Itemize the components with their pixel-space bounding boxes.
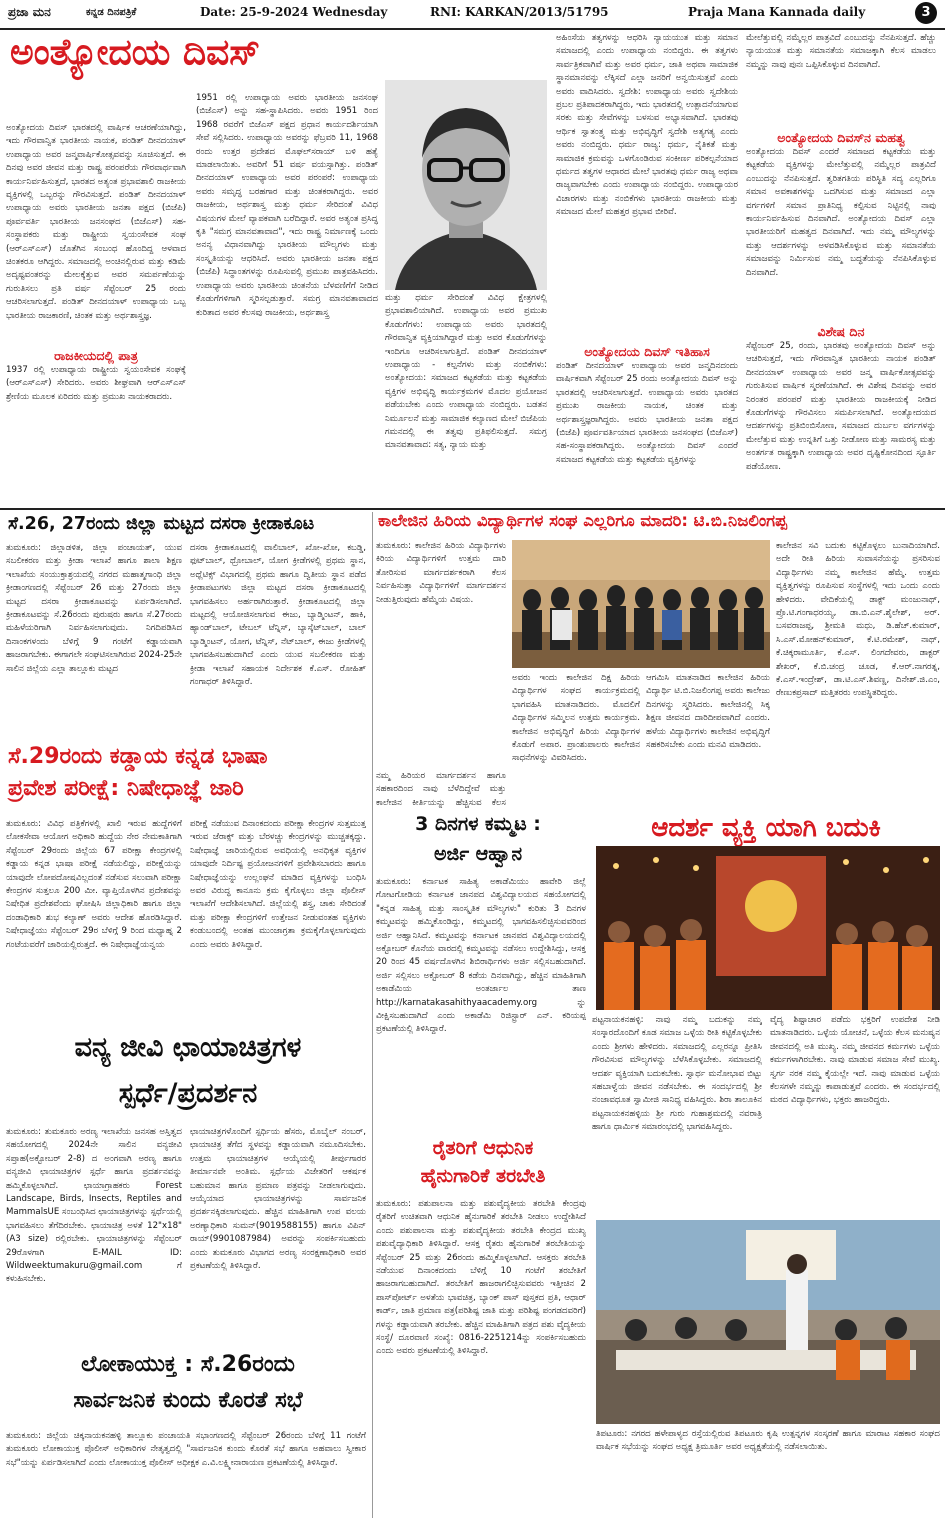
section-divider [0, 508, 945, 510]
newspaper-name: Praja Mana Kannada daily [688, 5, 866, 19]
college-headline: ಕಾಲೇಜಿನ ಹಿರಿಯ ವಿದ್ಯಾರ್ಥಿಗಳ ಸಂಘ ಎಲ್ಲರಿಗೂ ಮಾದರಿ: ಟಿ.ಬಿ.ನಿಜಲಿಂಗಪ್ಪ [378, 511, 787, 530]
dasara-col2: ದಸರಾ ಕ್ರೀಡಾಕೂಟದಲ್ಲಿ ವಾಲಿಬಾಲ್, ಖೋ-ಖೋ, ಕಬಡ್ಡಿ, ಫುಟ್‌ಬಾಲ್, ಥ್ರೋಬಾಲ್, ಯೋಗ ಕ್ರೀಡೆಗಳಲ್ಲಿ ಪ್ರಥಮ ಸ್ಥಾನ, ಅಥ್ಲೆಟಿಕ್ಸ್ ವಿಭಾಗದಲ್ಲಿ ಪ್ರಥಮ ಹಾಗೂ ದ್ವಿತೀಯ ಸ್ಥಾನ ಪಡೆದ ಕ್ರೀಡಾಪಟುಗಳು ಜಿಲ್ಲಾ ಮಟ್ಟದ ದಸರಾ ಕ್ರೀಡಾಕೂಟದಲ್ಲಿ ಭಾಗವಹಿಸಲು ಅರ್ಹರಾಗಿರುತ್ತಾರೆ. ಕ್ರೀಡಾಕೂಟದಲ್ಲಿ ಜಿಲ್ಲಾ ಮಟ್ಟದಲ್ಲಿ ಆಯೋಜಿಸಲಾಗುವ ಈಜು, ಬ್ಯಾಡ್ಮಿಂಟನ್, ಹಾಕಿ, ಹ್ಯಾಂಡ್‌ಬಾಲ್, ಟೇಬಲ್ ಟೆನ್ನಿಸ್, ಬ್ಯಾಸ್ಕೆಟ್‌ಬಾಲ್, ಬಾಲ್ ಬ್ಯಾಡ್ಮಿಂಟನ್, ಯೋಗ, ಟೆನ್ನಿಸ್, ನೆಟ್‌ಬಾಲ್, ಈಜು ಕ್ರೀಡೆಗಳಲ್ಲಿ ಭಾಗವಹಿಸಬಹುದಾಗಿದೆ ಎಂದು ಯುವ ಸಬಲೀಕರಣ ಮತ್ತು ಕ್ರೀಡಾ ಇಲಾಖೆ ಸಹಾಯಕ ನಿರ್ದೇಶಕ ಕೆ.ಎಸ್. ರೋಹಿತ್ ಗಂಗಾಧರ್ ತಿಳಿಸಿದ್ದಾರೆ. [190, 543, 366, 688]
kammata-headline-line1: 3 ದಿನಗಳ ಕಮ್ಮಟ : [415, 813, 541, 835]
antyodaya-sub-special: ವಿಶೇಷ ದಿನ [817, 324, 865, 339]
college-col-b: ಆಗಮಿಸಿ ಮಾತನಾಡಿದ ಕಾಲೇಜಿನ ಹಿರಿಯ ವಿದ್ಯಾರ್ಥಿ ಟಿ.ಬಿ.ನಿಜಲಿಂಗಪ್ಪ ಅವರು ಕಾಲೇಜು ದಿನಗಳನ್ನು ಸ್ಮರಿಸಿದರು. ಕಾಲೇಜಿನಲ್ಲಿ ಸಿಕ್ಕ ಶಿಕ್ಷಣ ಜೀವನದ ದಾರಿದೀಪವಾಗಿದೆ ಎಂದರು. ಹಳೆಯ ವಿದ್ಯಾರ್ಥಿಗಳು ಕಾಲೇಜಿನ ಅಭಿವೃದ್ಧಿಗೆ ಸಹಕರಿಸಬೇಕು ಎಂದು ಮನವಿ ಮಾಡಿದರು. [646, 673, 770, 751]
bhasha-col1: ತುಮಕೂರು: ವಿವಿಧ ಪತ್ರಿಕೆಗಳಲ್ಲಿ ಖಾಲಿ ಇರುವ ಹುದ್ದೆಗಳಿಗೆ ಲೋಕಸೇವಾ ಆಯೋಗ ಅಧಿಕಾರಿ ಹುದ್ದೆಯ ನೇರ ನೇಮಕಾತಿಗಾಗಿ ಸೆಪ್ಟೆಂಬರ್ 29ರಂದು ಜಿಲ್ಲೆಯ 67 ಪರೀಕ್ಷಾ ಕೇಂದ್ರಗಳಲ್ಲಿ ಕಡ್ಡಾಯ ಕನ್ನಡ ಭಾಷಾ ಪರೀಕ್ಷೆ ನಡೆಯಲಿದ್ದು, ಪರೀಕ್ಷೆಯನ್ನು ಯಾವುದೇ ಲೋಪದೋಷವಿಲ್ಲದಂತೆ ನಡೆಸುವ ಸಲುವಾಗಿ ಪರೀಕ್ಷಾ ಕೇಂದ್ರಗಳ ಸುತ್ತಲೂ 200 ಮೀ. ವ್ಯಾಪ್ತಿಯೊಳಗಿನ ಪ್ರದೇಶವನ್ನು ನಿಷೇಧಿತ ಪ್ರದೇಶವೆಂದು ಘೋಷಿಸಿ ಜಿಲ್ಲಾಧಿಕಾರಿ ಹಾಗೂ ಜಿಲ್ಲಾ ದಂಡಾಧಿಕಾರಿ ಶುಭ ಕಲ್ಯಾಣ್ ಅವರು ಆದೇಶ ಹೊರಡಿಸಿದ್ದಾರೆ. ನಿಷೇಧಾಜ್ಞೆಯು ಸೆಪ್ಟೆಂಬರ್ 29ರ ಬೆಳಿಗ್ಗೆ 9 ರಿಂದ ಮಧ್ಯಾಹ್ನ 2 ಗಂಟೆಯವರೆಗೆ ಜಾರಿಯಲ್ಲಿರುತ್ತದೆ. ಈ ನಿಷೇಧಾಜ್ಞೆಯನ್ವಯ [6, 819, 182, 950]
antyodaya-photo-continuation: ಮತ್ತು ಧರ್ಮ ಸೇರಿದಂತೆ ವಿವಿಧ ಕ್ಷೇತ್ರಗಳಲ್ಲಿ ಪ್ರಭಾವಶಾಲಿಯಾಗಿದೆ. ಉಪಾಧ್ಯಾಯ ಅವರ ಪ್ರಮುಖ ಕೊಡುಗೆಗಳು: ಉಪಾಧ್ಯಾಯ ಅವರು ಭಾರತದಲ್ಲಿ ಗೌರವಾನ್ವಿತ ವ್ಯಕ್ತಿಯಾಗಿದ್ದಾರೆ ಮತ್ತು ಅವರ ಕೊಡುಗೆಗಳನ್ನು ಇಂದಿಗೂ ಆಚರಿಸಲಾಗುತ್ತಿದೆ. ಪಂಡಿತ್ ದೀನದಯಾಳ್ ಉಪಾಧ್ಯಾಯ - ಕಲ್ಪನೆಗಳು ಮತ್ತು ನಂಬಿಕೆಗಳು: ಅಂತ್ಯೋದಯ: ಸಮಾಜದ ಕಟ್ಟಕಡೆಯ ಮತ್ತು ಕಟ್ಟಕಡೆಯ ವ್ಯಕ್ತಿಗಳ ಅಭಿವೃದ್ಧಿ ಕಾರ್ಯಕ್ರಮಗಳ ಮೊದಲ ಪ್ರಯೋಜನ ಪಡೆಯಬೇಕು ಎಂದು ಉಪಾಧ್ಯಾಯ ನಂಬಿದ್ದರು. ಬಡತನ ನಿರ್ಮೂಲನೆ ಮತ್ತು ಸಾಮಾಜಿಕ ಕಲ್ಯಾಣದ ಮೇಲೆ ಬಿಜೆಪಿಯ ಗಮನದಲ್ಲಿ ಈ ತತ್ವವು ಪ್ರತಿಫಲಿಸುತ್ತದೆ. ಸಮಗ್ರ ಮಾನವತಾವಾದ: ಸತ್ಯ, ನ್ಯಾಯ ಮತ್ತು [385, 293, 547, 451]
vanya-col1: ತುಮಕೂರು: ತುಮಕೂರು ಅರಣ್ಯ ಇಲಾಖೆಯ ಜನಸಹ ಅಸ್ತಿತ್ವದ ಸಹಯೋಗದಲ್ಲಿ 2024ನೇ ಸಾಲಿನ ವನ್ಯಜೀವಿ ಸಪ್ತಾಹ(ಅಕ್ಟೋಬರ್ 2-8) ದ ಅಂಗವಾಗಿ ಅರಣ್ಯ ಹಾಗೂ ವನ್ಯಜೀವಿ ಛಾಯಾಚಿತ್ರಗಳ ಸ್ಪರ್ಧೆ ಹಾಗೂ ಪ್ರದರ್ಶನವನ್ನು ಹಮ್ಮಿಕೊಳ್ಳಲಾಗಿದೆ. ಛಾಯಾಗ್ರಾಹಕರು Forest Landscape, Birds, Insects, Reptiles and MammalsUE ಸಂಬಂಧಿಸಿದ ಛಾಯಾಚಿತ್ರಗಳನ್ನು ಸ್ಪರ್ಧೆಯಲ್ಲಿ ಭಾಗವಹಿಸಲು ತೆಗೆದಿರಬೇಕು. ಛಾಯಾಚಿತ್ರ ಅಳತೆ 12"x18" (A3 size) ರಲ್ಲಿರಬೇಕು. ಛಾಯಾಚಿತ್ರಗಳನ್ನು ಸೆಪ್ಟೆಂಬರ್ 29ರೊಳಗಾಗಿ E-MAIL ID: Wildweektumakuru@gmail.com ಗೆ ಕಳುಹಿಸಬೇಕು. [6, 1127, 182, 1285]
college-event-photo [512, 540, 770, 668]
college-col-a: ಅವರು ಇಂದು ಕಾಲೇಜಿನ ದಿಕ್ಷ ಹಿರಿಯ ವಿದ್ಯಾರ್ಥಿಗಳ ಸಂಘದ ಕಾರ್ಯಕ್ರಮದಲ್ಲಿ ಭಾಗವಹಿಸಿ ಮಾತನಾಡಿದರು. ಮೊದಲಿಗೆ ವಿದ್ಯಾರ್ಥಿಗಳ ಸಮ್ಮಿಲನ ಉತ್ತಮ ಕಾರ್ಯಕ್ರಮ. ಕಾಲೇಜಿನ ಅಭಿವೃದ್ಧಿಗೆ ಹಿರಿಯ ವಿದ್ಯಾರ್ಥಿಗಳ ಕೊಡುಗೆ ಅಪಾರ. ಪ್ರಾಂಶುಪಾಲರು ಕಾಲೇಜಿನ ಸಾಧನೆಗಳನ್ನು ವಿವರಿಸಿದರು. [512, 673, 640, 764]
antyodaya-sub-history: ಅಂತ್ಯೋದಯ ದಿವಸ್ ಇತಿಹಾಸ [584, 344, 710, 359]
meeting-photo-caption: ತಿಪಟೂರು: ನಗರದ ಹಳೇಪಾಳ್ಯದ ರಸ್ತೆಯಲ್ಲಿರುವ ತಿಪಟೂರು ಕೃಷಿ ಉತ್ಪನ್ನಗಳ ಸಂಸ್ಕರಣೆ ಹಾಗೂ ಮಾರಾಟ ಸಹಕಾರ ಸಂಘದ ವಾರ್ಷಿಕ ಸಭೆಯನ್ನು ಸಂಘದ ಅಧ್ಯಕ್ಷ ತ್ರಿಮೂರ್ತಿ ಅವರ ಅಧ್ಯಕ್ಷತೆಯಲ್ಲಿ ನಡೆಸಲಾಯಿತು. [596, 1429, 940, 1452]
antyodaya-col4: ಮೇಲೆತ್ತುವಲ್ಲಿ ನಮ್ಮೆಲ್ಲರ ಪಾತ್ರವಿದೆ ಎಂಬುದನ್ನು ನೆನಪಿಸುತ್ತದೆ. ಹೆಚ್ಚು ನ್ಯಾಯಯುತ ಮತ್ತು ಸಮಾನತೆಯ ಸಮಾಜಕ್ಕಾಗಿ ಕೆಲಸ ಮಾಡಲು ನಮ್ಮನ್ನು ನಾವು ಪುನಃ ಒಪ್ಪಿಸಿಕೊಳ್ಳುವ ದಿನವಾಗಿದೆ. [746, 33, 936, 70]
vanya-headline-line1: ವನ್ಯ ಜೀವಿ ಛಾಯಾಚಿತ್ರಗಳ [74, 1032, 302, 1063]
college-col-left: ತುಮಕೂರು: ಕಾಲೇಜಿನ ಹಿರಿಯ ವಿದ್ಯಾರ್ಥಿಗಳು ಕಿರಿಯ ವಿದ್ಯಾರ್ಥಿಗಳಿಗೆ ಉತ್ತಮ ದಾರಿ ತೋರಿಸುವ ಮಾರ್ಗದರ್ಶಕರಾಗಿ ಕೆಲಸ ನಿರ್ವಹಿಸುತ್ತಾ ವಿದ್ಯಾರ್ಥಿಗಳಿಗೆ ಮಾರ್ಗದರ್ಶನ ನೀಡುತ್ತಿರುವುದು ಹೆಮ್ಮೆಯ ವಿಷಯ. [376, 541, 506, 605]
adarsha-photo-illustration [596, 846, 940, 1010]
raitha-body: ತುಮಕೂರು: ಪಶುಪಾಲನಾ ಮತ್ತು ಪಶುವೈದ್ಯಕೀಯ ತರಬೇತಿ ಕೇಂದ್ರವು ರೈತರಿಗೆ ಉಚಿತವಾಗಿ ಆಧುನಿಕ ಹೈನುಗಾರಿಕೆ ತರಬೇತಿ ನೀಡಲು ಉದ್ದೇಶಿಸಿದೆ ಎಂದು ಪಶುಪಾಲನಾ ಮತ್ತು ಪಶುವೈದ್ಯಕೀಯ ತರಬೇತಿ ಕೇಂದ್ರದ ಮುಖ್ಯ ಪಶುವೈದ್ಯಾಧಿಕಾರಿ ತಿಳಿಸಿದ್ದಾರೆ. ಆಸಕ್ತ ರೈತರು ಹೈನುಗಾರಿಕೆ ತರಬೇತಿಯನ್ನು ಸೆಪ್ಟೆಂಬರ್ 25 ಮತ್ತು 26ರಂದು ಹಮ್ಮಿಕೊಳ್ಳಲಾಗಿದೆ. ಆಸಕ್ತರು ತರಬೇತಿ ನಡೆಯುವ ದಿನಾಂಕದಂದು ಬೆಳಿಗ್ಗೆ 10 ಗಂಟೆಗೆ ತರಬೇತಿಗೆ ಹಾಜರಾಗಬಹುದಾಗಿದೆ. ತರಬೇತಿಗೆ ಹಾಜರಾಗಲಿಚ್ಛಿಸುವವರು ಇತ್ತೀಚಿನ 2 ಪಾಸ್‌ಪೋರ್ಟ್ ಅಳತೆಯ ಭಾವಚಿತ್ರ, ಬ್ಯಾಂಕ್ ಪಾಸ್ ಪುಸ್ತಕದ ಪ್ರತಿ, ಆಧಾರ್ ಕಾರ್ಡ್, ಜಾತಿ ಪ್ರಮಾಣ ಪತ್ರ(ಪರಿಶಿಷ್ಟ ಜಾತಿ ಮತ್ತು ಪರಿಶಿಷ್ಟ ಪಂಗಡದವರಿಗೆ) ಗಳನ್ನು ಕಡ್ಡಾಯವಾಗಿ ತರಬೇಕು. ಹೆಚ್ಚಿನ ಮಾಹಿತಿಗಾಗಿ ಪತ್ರದ ಪಶು ವೈದ್ಯಕೀಯ ಸಂಸ್ಥೆ/ ದೂರವಾಣಿ ಸಂಖ್ಯೆ: 0816-2251214ನ್ನು ಸಂಪರ್ಕಿಸಬಹುದು ಎಂದು ಅವರು ಪ್ರಕಟಣೆಯಲ್ಲಿ ತಿಳಿಸಿದ್ದಾರೆ. [376, 1199, 586, 1357]
antyodaya-sub-importance: ಅಂತ್ಯೋದಯ ದಿವಸ್‌ನ ಮಹತ್ವ [777, 130, 905, 145]
antyodaya-col3: ಅಹಿಂಸೆಯ ತತ್ವಗಳನ್ನು ಆಧರಿಸಿ ನ್ಯಾಯಯುತ ಮತ್ತು ಸಮಾನ ಸಮಾಜದಲ್ಲಿ ಎಂದು ಉಪಾಧ್ಯಾಯ ನಂಬಿದ್ದರು. ಈ ತತ್ವಗಳು ಸಾರ್ವತ್ರಿಕವಾಗಿವೆ ಮತ್ತು ಅವರ ಧರ್ಮ, ಜಾತಿ ಅಥವಾ ಸಾಮಾಜಿಕ ಸ್ಥಾನಮಾನವನ್ನು ಲೆಕ್ಕಿಸದೆ ಎಲ್ಲಾ ಜನರಿಗೆ ಅನ್ವಯಿಸುತ್ತವೆ ಎಂದು ಅವರು ವಾದಿಸಿದರು. ಸ್ವದೇಶಿ: ಉಪಾಧ್ಯಾಯ ಅವರು ಸ್ವದೇಶಿಯ ಪ್ರಬಲ ಪ್ರತಿಪಾದಕರಾಗಿದ್ದರು, ಇದು ಭಾರತದಲ್ಲಿ ಉತ್ಪಾದನೆಯಾಗುವ ಸರಕು ಮತ್ತು ಸೇವೆಗಳನ್ನು ಬಳಸುವ ಅಭ್ಯಾಸವಾಗಿದೆ. ಭಾರತವು ಆರ್ಥಿಕ ಸ್ವಾತಂತ್ರ್ಯ ಮತ್ತು ಅಭಿವೃದ್ಧಿಗೆ ಸ್ವದೇಶಿ ಅತ್ಯಗತ್ಯ ಎಂದು ಅವರು ನಂಬಿದ್ದರು. ಧರ್ಮ ರಾಜ್ಯ: ಧರ್ಮ, ನೈತಿಕತೆ ಮತ್ತು ಸಾಮಾಜಿಕ ಕ್ರಮವನ್ನು ಒಳಗೊಂಡಿರುವ ಸಂಕೀರ್ಣ ಪರಿಕಲ್ಪನೆಯಾದ ಧರ್ಮದ ತತ್ವಗಳ ಆಧಾರದ ಮೇಲೆ ಭಾರತವು ಧರ್ಮ ರಾಜ್ಯ ಅಥವಾ ರಾಜ್ಯವಾಗಬೇಕು ಎಂದು ಉಪಾಧ್ಯಾಯ ನಂಬಿದ್ದರು. ಉಪಾಧ್ಯಾಯರ ವಿಚಾರಗಳು ಮತ್ತು ನಂಬಿಕೆಗಳು ಭಾರತೀಯ ರಾಜಕೀಯ ಮತ್ತು ಸಮಾಜದ ಮೇಲೆ ಮಹತ್ತರ ಪ್ರಭಾವ ಬೀರಿವೆ. [556, 33, 738, 218]
antyodaya-sub-politics: ರಾಜಕೀಯದಲ್ಲಿ ಪಾತ್ರ [54, 348, 138, 363]
antyodaya-col3b: ಪಂಡಿತ್ ದೀನದಯಾಳ್ ಉಪಾಧ್ಯಾಯ ಅವರ ಜನ್ಮದಿನದಂದು ವಾರ್ಷಿಕವಾಗಿ ಸೆಪ್ಟೆಂಬರ್ 25 ರಂದು ಅಂತ್ಯೋದಯ ದಿವಸ್ ಅನ್ನು ಭಾರತದಲ್ಲಿ ಆಚರಿಸಲಾಗುತ್ತದೆ. ಉಪಾಧ್ಯಾಯ ಅವರು ಭಾರತದ ಪ್ರಮುಖ ರಾಜಕೀಯ ನಾಯಕ, ಚಿಂತಕ ಮತ್ತು ಅರ್ಥಶಾಸ್ತ್ರಜ್ಞರಾಗಿದ್ದರು. ಅವರು ಭಾರತೀಯ ಜನತಾ ಪಕ್ಷದ (ಬಿಜೆಪಿ) ಪೂರ್ವವರ್ತಿಯಾದ ಭಾರತೀಯ ಜನಸಂಘದ (ಬಿಜೆಎಸ್) ಸಹ-ಸಂಸ್ಥಾಪಕರಾಗಿದ್ದರು. ಅಂತ್ಯೋದಯ ದಿವಸ್ ಎಂದರೆ ಸಮಾಜದ ಕಟ್ಟಕಡೆಯ ಮತ್ತು ಕಟ್ಟಕಡೆಯ ವ್ಯಕ್ತಿಗಳನ್ನು [556, 361, 738, 465]
vanya-headline-line2: ಸ್ಪರ್ಧೆ/ಪ್ರದರ್ಶನ [118, 1078, 258, 1109]
kammata-body: ತುಮಕೂರು: ಕರ್ನಾಟಕ ಸಾಹಿತ್ಯ ಅಕಾಡೆಮಿಯು ಹಾವೇರಿ ಜಿಲ್ಲೆ ಗೋಟಗೋಡಿಯ ಕರ್ನಾಟಕ ಜಾನಪದ ವಿಶ್ವವಿದ್ಯಾಲಯದ ಸಹಯೋಗದಲ್ಲಿ "ಕನ್ನಡ ಸಾಹಿತ್ಯ ಮತ್ತು ಸಾಂಸ್ಕೃತಿಕ ಮೌಲ್ಯಗಳು" ಕುರಿತು 3 ದಿನಗಳ ಕಮ್ಮಟವನ್ನು ಹಮ್ಮಿಕೊಂಡಿದ್ದು, ಕಮ್ಮಟದಲ್ಲಿ ಭಾಗವಹಿಸಲಿಚ್ಛಿಸುವವರಿಂದ ಅರ್ಜಿ ಆಹ್ವಾನಿಸಿದೆ. ಕಮ್ಮಟವನ್ನು ಕರ್ನಾಟಕ ಜಾನಪದ ವಿಶ್ವವಿದ್ಯಾಲಯದಲ್ಲಿ ಅಕ್ಟೋಬರ್ ಕೊನೆಯ ವಾರದಲ್ಲಿ ಕಮ್ಮಟವನ್ನು ನಡೆಸಲು ಉದ್ದೇಶಿಸಿದ್ದು, ಆಸಕ್ತ 20 ರಿಂದ 45 ವರ್ಷದೊಳಗಿನ ಶಿಬಿರಾರ್ಥಿಗಳು ಅರ್ಜಿ ಸಲ್ಲಿಸಬಹುದಾಗಿದೆ. ಅರ್ಜಿ ಸಲ್ಲಿಸಲು ಅಕ್ಟೋಬರ್ 8 ಕಡೆಯ ದಿನವಾಗಿದ್ದು, ಹೆಚ್ಚಿನ ಮಾಹಿತಿಗಾಗಿ ಅಕಾಡೆಮಿಯ ಅಂತರ್ಜಾಲ ತಾಣ http://karnatakasahithyaacademy.org ನ್ನು ವೀಕ್ಷಿಸಬಹುದಾಗಿದೆ ಎಂದು ಅಕಾಡೆಮಿ ರಿಜಿಸ್ಟ್ರಾರ್ ಎನ್. ಕರಿಯಪ್ಪ ಪ್ರಕಟಣೆಯಲ್ಲಿ ತಿಳಿಸಿದ್ದಾರೆ. [376, 877, 586, 1035]
lokayukta-headline-line2: ಸಾರ್ವಜನಿಕ ಕುಂದು ಕೊರತೆ ಸಭೆ [73, 1388, 303, 1413]
rni-number: RNI: KARKAN/2013/51795 [430, 5, 609, 19]
page-number: 3 [915, 2, 937, 24]
lokayukta-body: ತುಮಕೂರು: ಜಿಲ್ಲೆಯ ಚಿಕ್ಕನಾಯಕನಹಳ್ಳಿ ತಾಲ್ಲೂಕು ಪಂಚಾಯತಿ ಸಭಾಂಗಣದಲ್ಲಿ ಸೆಪ್ಟೆಂಬರ್ 26ರಂದು ಬೆಳಿಗ್ಗೆ 11 ಗಂಟೆಗೆ ತುಮಕೂರು ಲೋಕಾಯುಕ್ತ ಪೊಲೀಸ್ ಅಧಿಕಾರಿಗಳ ನೇತೃತ್ವದಲ್ಲಿ "ಸಾರ್ವಜನಿಕ ಕುಂದು ಕೊರತೆ ಸಭೆ ಹಾಗೂ ಅಹವಾಲು ಸ್ವೀಕಾರ ಸಭೆ"ಯನ್ನು ಏರ್ಪಡಿಸಲಾಗಿದೆ ಎಂದು ಲೋಕಾಯುಕ್ತ ಪೊಲೀಸ್ ಅಧೀಕ್ಷಕ ಎ.ವಿ.ಲಕ್ಷ್ಮೀನಾರಾಯಣ ಪ್ರಕಟಣೆಯಲ್ಲಿ ತಿಳಿಸಿದ್ದಾರೆ. [6, 1431, 366, 1468]
antyodaya-col4b: ಅಂತ್ಯೋದಯ ದಿವಸ್ ಎಂದರೆ ಸಮಾಜದ ಕಟ್ಟಕಡೆಯ ಮತ್ತು ಕಟ್ಟಕಡೆಯ ವ್ಯಕ್ತಿಗಳನ್ನು ಮೇಲೆತ್ತುವಲ್ಲಿ ನಮ್ಮೆಲ್ಲರ ಪಾತ್ರವಿದೆ ಎಂಬುದನ್ನು ನೆನಪಿಸುತ್ತದೆ. ತ್ವರಿತಗತಿಯ ಪರಿಸ್ಥಿತಿ ಸದ್ಯ ಎಲ್ಲರಿಗೂ ಸಮಾನ ಅವಕಾಶಗಳನ್ನು ಒದಗಿಸುವ ಮತ್ತು ಸಮಾಜದ ಎಲ್ಲಾ ವರ್ಗಗಳಿಗೆ ಸಮಾನ ಪ್ರಾತಿನಿಧ್ಯ ಕಲ್ಪಿಸುವ ನಿಟ್ಟಿನಲ್ಲಿ ನಾವು ಕಾರ್ಯನಿರ್ವಹಿಸುವ ದಿನವಾಗಿದೆ. ಅಂತ್ಯೋದಯ ದಿವಸ್ ಎಲ್ಲಾ ಭಾರತೀಯರಿಗೆ ಮಹತ್ವದ ದಿನವಾಗಿದೆ. ಇದು ನಮ್ಮ ಮೌಲ್ಯಗಳನ್ನು ಮತ್ತು ಆದರ್ಶಗಳನ್ನು ಅಳವಡಿಸಿಕೊಳ್ಳುವ ಮತ್ತು ಸಮಾನತೆಯ ಸಮಾಜವನ್ನು ನಿರ್ಮಿಸುವ ನಮ್ಮ ಬದ್ಧತೆಯನ್ನು ನೆನಪಿಸಿಕೊಳ್ಳುವ ದಿನವಾಗಿದೆ. [746, 147, 936, 278]
bhasha-headline-line2: ಪ್ರವೇಶ ಪರೀಕ್ಷೆ: ನಿಷೇಧಾಜ್ಞೆ ಜಾರಿ [8, 776, 244, 801]
bhasha-col2: ಪರೀಕ್ಷೆ ನಡೆಯುವ ದಿನಾಂಕದಂದು ಪರೀಕ್ಷಾ ಕೇಂದ್ರಗಳ ಸುತ್ತಮುತ್ತ ಇರುವ ಜೆರಾಕ್ಸ್ ಮತ್ತು ಬೆರಳಚ್ಚು ಕೇಂದ್ರಗಳನ್ನು ಮುಚ್ಚತಕ್ಕದ್ದು. ನಿಷೇಧಾಜ್ಞೆ ಜಾರಿಯಲ್ಲಿರುವ ಅವಧಿಯಲ್ಲಿ ಅನಧಿಕೃತ ವ್ಯಕ್ತಿಗಳ ಯಾವುದೇ ನಿರ್ದಿಷ್ಟ ಪ್ರಯೋಜನಗಳಿಗೆ ಪ್ರವೇಶಿಸಬಾರದು ಹಾಗೂ ನಿಷೇಧಾಜ್ಞೆಯನ್ನು ಉಲ್ಲಂಘನೆ ಮಾಡಿದ ವ್ಯಕ್ತಿಗಳನ್ನು ಬಂಧಿಸಿ ಅವರ ವಿರುದ್ಧ ಕಾನೂನು ಕ್ರಮ ಕೈಗೊಳ್ಳಲು ಜಿಲ್ಲಾ ಪೊಲೀಸ್ ಇಲಾಖೆಗೆ ಆದೇಶಿಸಲಾಗಿದೆ. ಜಿಲ್ಲೆಯಲ್ಲಿ ಶಸ್ತ್ರ, ಚಾಕು ಸೇರಿದಂತೆ ಮತ್ತು ಪರೀಕ್ಷಾ ಕೇಂದ್ರಗಳಿಗೆ ಉತ್ತೇಜನ ನೀಡುವಂತಹ ವ್ಯಕ್ತಿಗಳು ಕಂಡುಬಂದಲ್ಲಿ ಅಂತಹ ಮುಂಜಾಗ್ರತಾ ಕ್ರಮಕೈಗೊಳ್ಳಲಾಗುವುದು ಎಂದು ಅವರು ತಿಳಿಸಿದ್ದಾರೆ. [190, 819, 366, 950]
antyodaya-col2: 1951 ರಲ್ಲಿ ಉಪಾಧ್ಯಾಯ ಅವರು ಭಾರತೀಯ ಜನಸಂಘ (ಬಿಜೆಎಸ್) ಅನ್ನು ಸಹ-ಸ್ಥಾಪಿಸಿದರು. ಅವರು 1951 ರಿಂದ 1968 ರವರೆಗೆ ಬಿಜೆಎಸ್ ಪಕ್ಷದ ಪ್ರಧಾನ ಕಾರ್ಯದರ್ಶಿಯಾಗಿ ಸೇವೆ ಸಲ್ಲಿಸಿದರು. ಉಪಾಧ್ಯಾಯ ಅವರನ್ನು ಫೆಬ್ರವರಿ 11, 1968 ರಂದು ಉತ್ತರ ಪ್ರದೇಶದ ಮೊಘಲ್‌ಸರಾಯ್ ಬಳಿ ಹತ್ಯೆ ಮಾಡಲಾಯಿತು. ಅವರಿಗೆ 51 ವರ್ಷ ವಯಸ್ಸಾಗಿತ್ತು. ಪಂಡಿತ್ ದೀನದಯಾಳ್ ಉಪಾಧ್ಯಾಯ ಅವರ ಪರಂಪರೆ: ಉಪಾಧ್ಯಾಯ ಅವರು ಸಮೃದ್ಧ ಬರಹಗಾರ ಮತ್ತು ಚಿಂತಕರಾಗಿದ್ದರು. ಅವರ ರಾಜಕೀಯ, ಅರ್ಥಶಾಸ್ತ್ರ ಮತ್ತು ಧರ್ಮ ಸೇರಿದಂತೆ ವಿವಿಧ ವಿಷಯಗಳ ಮೇಲೆ ವ್ಯಾಪಕವಾಗಿ ಬರೆದಿದ್ದಾರೆ. ಅವರ ಅತ್ಯಂತ ಪ್ರಸಿದ್ಧ ಕೃತಿ "ಸಮಗ್ರ ಮಾನವತಾವಾದ", ಇದು ರಾಷ್ಟ್ರ ನಿರ್ಮಾಣಕ್ಕೆ ಒಂದು ಅನನ್ಯ ವಿಧಾನವಾಗಿದ್ದು ಭಾರತೀಯ ಮೌಲ್ಯಗಳು ಮತ್ತು ಸಂಸ್ಕೃತಿಯನ್ನು ಆಧರಿಸಿದೆ. ಅವರು ಭಾರತೀಯ ಜನತಾ ಪಕ್ಷದ (ಬಿಜೆಪಿ) ಸಿದ್ಧಾಂತಗಳನ್ನು ರೂಪಿಸುವಲ್ಲಿ ಪ್ರಮುಖ ಪಾತ್ರವಹಿಸಿದರು. ಉಪಾಧ್ಯಾಯ ಅವರು ಭಾರತೀಯ ಚಿಂತನೆಯ ಬೆಳವಣಿಗೆಗೆ ನೀಡಿದ ಕೊಡುಗೆಗಳಿಗಾಗಿ ಸ್ಮರಿಸಲ್ಪಡುತ್ತಾರೆ. ಸಮಗ್ರ ಮಾನವತಾವಾದದ ಕುರಿತಾದ ಅವರ ಕೆಲಸವು ರಾಜಕೀಯ, ಅರ್ಥಶಾಸ್ತ್ರ [196, 93, 378, 318]
adarsha-col2: ವೈದ್ಯ ಶಿಷ್ಟಾಚಾರ ಪಡೆದು ಭಕ್ತರಿಗೆ ಉಪದೇಶ ನೀಡಿ ಮಾತನಾಡಿದರು. ಒಳ್ಳೆಯ ಯೋಚನೆ, ಒಳ್ಳೆಯ ಕೆಲಸ ಮನುಷ್ಯನ ಜೀವನದಲ್ಲಿ ಅತಿ ಮುಖ್ಯ. ನಮ್ಮ ಜೀವನದ ಕರ್ಮಗಳು ಒಳ್ಳೆಯ ಕರ್ಮಗಳಾಗಿರಬೇಕು. ನಾವು ಮಾಡುವ ಸಮಾಜ ಸೇವೆ ಮುಖ್ಯ. ಸ್ವರ್ಗ ನರಕ ನಮ್ಮ ಕೈಯಲ್ಲೇ ಇದೆ. ನಾವು ಮಾಡುವ ಒಳ್ಳೆಯ ಕೆಲಸಗಳೇ ನಮ್ಮನ್ನು ಕಾಪಾಡುತ್ತವೆ ಎಂದರು. ಈ ಸಂದರ್ಭದಲ್ಲಿ ಮಠದ ವಿದ್ಯಾರ್ಥಿಗಳು, ಭಕ್ತರು ಹಾಜರಿದ್ದರು. [770, 1015, 940, 1106]
antyodaya-col4c: ಸೆಪ್ಟೆಂಬರ್ 25, ರಂದು, ಭಾರತವು ಅಂತ್ಯೋದಯ ದಿವಸ್ ಅನ್ನು ಆಚರಿಸುತ್ತದೆ, ಇದು ಗೌರವಾನ್ವಿತ ಭಾರತೀಯ ನಾಯಕ ಪಂಡಿತ್ ದೀನದಯಾಳ್ ಉಪಾಧ್ಯಾಯ ಅವರ ಜನ್ಮ ವಾರ್ಷಿಕೋತ್ಸವವನ್ನು ಗುರುತಿಸುವ ವಾರ್ಷಿಕ ಸ್ಮರಣೆಯಾಗಿದೆ. ಈ ವಿಶೇಷ ದಿನವನ್ನು ಅವರ ನಿರಂತರ ಪರಂಪರೆ ಮತ್ತು ಭಾರತೀಯ ರಾಜಕೀಯಕ್ಕೆ ನೀಡಿದ ಕೊಡುಗೆಗಳನ್ನು ಗೌರವಿಸಲು ಸಮರ್ಪಿಸಲಾಗಿದೆ. ಅಂತ್ಯೋದಯದ ಆದರ್ಶಗಳನ್ನು ಪ್ರತಿಬಿಂಬಿಸೋಣ, ಸಮಾಜದ ದುರ್ಬಲ ವರ್ಗಗಳನ್ನು ಮೇಲೆತ್ತುವ ಮತ್ತು ಉನ್ನತಿಗೆ ಒತ್ತು ನೀಡೋಣ ಮತ್ತು ಸಾಮರಸ್ಯ ಮತ್ತು ಅಂತರ್ಗತ ರಾಷ್ಟ್ರಕ್ಕಾಗಿ ಉಪಾಧ್ಯಾಯ ಅವರ ದೃಷ್ಟಿಕೋನದಿಂದ ಸ್ಫೂರ್ತಿ ಪಡೆಯೋಣ. [746, 341, 936, 472]
raitha-headline-line1: ರೈತರಿಗೆ ಆಧುನಿಕ [432, 1137, 534, 1159]
dasara-col1: ತುಮಕೂರು: ಜಿಲ್ಲಾಡಳಿತ, ಜಿಲ್ಲಾ ಪಂಚಾಯತ್, ಯುವ ಸಬಲೀಕರಣ ಮತ್ತು ಕ್ರೀಡಾ ಇಲಾಖೆ ಹಾಗೂ ಶಾಲಾ ಶಿಕ್ಷಣ ಇಲಾಖೆಯ ಸಂಯುಕ್ತಾಶ್ರಯದಲ್ಲಿ ನಗರದ ಮಹಾತ್ಮಗಾಂಧಿ ಜಿಲ್ಲಾ ಕ್ರೀಡಾಂಗಣದಲ್ಲಿ ಸೆಪ್ಟೆಂಬರ್ 26 ಮತ್ತು 27ರಂದು ಜಿಲ್ಲಾ ಮಟ್ಟದ ದಸರಾ ಕ್ರೀಡಾಕೂಟವನ್ನು ಏರ್ಪಡಿಸಲಾಗಿದೆ. ಕ್ರೀಡಾಕೂಟವನ್ನು ಸೆ.26ರಂದು ಪುರುಷರು ಹಾಗೂ ಸೆ.27ರಂದು ಮಹಿಳೆಯರಿಗಾಗಿ ನಿರ್ವಹಿಸಲಾಗುವುದು. ನಿಗದಿಪಡಿಸಿದ ದಿನಾಂಕಗಳಂದು ಬೆಳಿಗ್ಗೆ 9 ಗಂಟೆಗೆ ಕಡ್ಡಾಯವಾಗಿ ಹಾಜರಾಗಬೇಕು. ಈಗಾಗಲೇ ಸಂಘಟಿಸಲಾಗಿರುವ 2024-25ನೇ ಸಾಲಿನ ಜಿಲ್ಲೆಯ ಎಲ್ಲಾ ತಾಲ್ಲೂಕು ಮಟ್ಟದ [6, 543, 182, 674]
adarsha-col1: ಪಟ್ಟನಾಯಕನಹಳ್ಳಿ: ನಾವು ನಮ್ಮ ಬದುಕನ್ನು ನಮ್ಮ ಸಂಸ್ಕಾರದೊಂದಿಗೆ ಕೂಡ ಸಮಾಜ ಒಳ್ಳೆಯ ರೀತಿ ಕಟ್ಟಿಕೊಳ್ಳಬೇಕು ಎಂದು ಶ್ರೀಗಳು ಹೇಳಿದರು. ಸಮಾಜದಲ್ಲಿ ಎಲ್ಲರನ್ನೂ ಪ್ರೀತಿಸಿ ಗೌರವಿಸುವ ಮೌಲ್ಯಗಳನ್ನು ಬೆಳೆಸಿಕೊಳ್ಳಬೇಕು. ಸಮಾಜದಲ್ಲಿ ಆದರ್ಶ ವ್ಯಕ್ತಿಯಾಗಿ ಬದುಕಬೇಕು. ಸ್ವಾರ್ಥ ಮನೋಭಾವ ಬಿಟ್ಟು ಸಹಬಾಳ್ವೆಯ ಜೀವನ ನಡೆಸಬೇಕು. ಈ ಸಂದರ್ಭದಲ್ಲಿ ಶ್ರೀ ನಂಜಾವಧೂತ ಸ್ವಾಮೀಜಿ ಸಾನಿಧ್ಯ ವಹಿಸಿದ್ದರು. ಶಿರಾ ತಾಲೂಕಿನ ಪಟ್ಟನಾಯಕನಹಳ್ಳಿಯ ಶ್ರೀ ಗುರು ಗುಹಾಶ್ರಮದಲ್ಲಿ ನವರಾತ್ರಿ ಹಾಗೂ ಧಾರ್ಮಿಕ ಸಮಾರಂಭದಲ್ಲಿ ಭಾಗವಹಿಸಿದ್ದರು. [592, 1015, 762, 1133]
portrait-illustration [385, 80, 547, 290]
portrait-photo [385, 80, 547, 290]
college-col-c: ನಮ್ಮ ಹಿರಿಯರ ಮಾರ್ಗದರ್ಶನ ಹಾಗೂ ಸಹಕಾರದಿಂದ ನಾವು ಬೆಳೆದಿದ್ದೇವೆ ಮತ್ತು ಕಾಲೇಜಿನ ಕೀರ್ತಿಯನ್ನು ಹೆಚ್ಚಿಸುವ ಕೆಲಸ [376, 771, 506, 808]
antyodaya-col1b: 1937 ರಲ್ಲಿ ಉಪಾಧ್ಯಾಯ ರಾಷ್ಟ್ರೀಯ ಸ್ವಯಂಸೇವಕ ಸಂಘಕ್ಕೆ (ಆರ್‌ಎಸ್‌ಎಸ್) ಸೇರಿದರು. ಅವರು ಶೀಘ್ರವಾಗಿ ಆರ್‌ಎಸ್‌ಎಸ್ ಶ್ರೇಣಿಯ ಮೂಲಕ ಏರಿದರು ಮತ್ತು ಪ್ರಮುಖ ನಾಯಕರಾದರು. [6, 365, 186, 402]
meeting-photo-illustration [596, 1220, 940, 1424]
kammata-headline-line2: ಅರ್ಜಿ ಆಹ್ವಾನ [433, 843, 523, 865]
dasara-headline: ಸೆ.26, 27ರಂದು ಜಿಲ್ಲಾ ಮಟ್ಟದ ದಸರಾ ಕ್ರೀಡಾಕೂಟ [8, 514, 315, 534]
column-divider [372, 512, 373, 1518]
adarsha-event-photo [596, 846, 940, 1010]
issue-date: Date: 25-9-2024 Wednesday [200, 5, 388, 19]
antyodaya-headline: ಅಂತ್ಯೋದಯ ದಿವಸ್ [10, 32, 260, 73]
masthead [0, 0, 945, 30]
antyodaya-col1: ಅಂತ್ಯೋದಯ ದಿವಸ್ ಭಾರತದಲ್ಲಿ ವಾರ್ಷಿಕ ಆಚರಣೆಯಾಗಿದ್ದು, ಇದು ಗೌರವಾನ್ವಿತ ಭಾರತೀಯ ನಾಯಕ, ಪಂಡಿತ್ ದೀನದಯಾಳ್ ಉಪಾಧ್ಯಾಯ ಅವರ ಜನ್ಮವಾರ್ಷಿಕೋತ್ಸವವನ್ನು ಸೂಚಿಸುತ್ತದೆ. ಈ ದಿನವು ಅವರ ಜೀವನ ಮತ್ತು ರಾಷ್ಟ್ರ ಪರಂಪರೆಯ ಗೌರವಾರ್ಥವಾಗಿ ಕಾರ್ಯನಿರ್ವಹಿಸುತ್ತದೆ, ಭಾರತದ ಅತ್ಯಂತ ಪ್ರಭಾವಶಾಲಿ ರಾಜಕೀಯ ವ್ಯಕ್ತಿಗಳಲ್ಲಿ ಒಬ್ಬರನ್ನು ಗೌರವಿಸುತ್ತದೆ. ಪಂಡಿತ್ ದೀನದಯಾಳ್ ಉಪಾಧ್ಯಾಯ ಅವರು ಭಾರತೀಯ ಜನತಾ ಪಕ್ಷದ (ಬಿಜೆಪಿ) ಪೂರ್ವವರ್ತಿ ಭಾರತೀಯ ಜನಸಂಘದ (ಬಿಜೆಎಸ್) ಸಹ-ಸಂಸ್ಥಾಪಕರು ಮತ್ತು ರಾಷ್ಟ್ರೀಯ ಸ್ವಯಂಸೇವಕ ಸಂಘ (ಆರ್‌ಎಸ್‌ಎಸ್) ಜೊತೆಗಿನ ಸಂಬಂಧ ಹೊಂದಿದ್ದ ಆಳವಾದ ಚಿಂತಕರೂ ಆಗಿದ್ದರು. ಸಮಾಜದಲ್ಲಿ ಅಂಚಿನಲ್ಲಿರುವ ಮತ್ತು ಕಡಿಮೆ ಅದೃಷ್ಟವಂತರನ್ನು ಮೇಲಕ್ಕೆತ್ತುವ ಅವರ ಸಮರ್ಪಣೆಯನ್ನು ಗುರುತಿಸಲು ಪ್ರತಿ ವರ್ಷ ಸೆಪ್ಟೆಂಬರ್ 25 ರಂದು ಆಚರಿಸಲಾಗುತ್ತದೆ. ಪಂಡಿತ್ ದೀನದಯಾಳ್ ಉಪಾಧ್ಯಾಯ ಒಬ್ಬ ಭಾರತೀಯ ರಾಜಕಾರಣಿ, ಚಿಂತಕ ಮತ್ತು ಅರ್ಥಶಾಸ್ತ್ರಜ್ಞ. [6, 123, 186, 321]
college-photo-illustration [512, 540, 770, 668]
tagline: ಕನ್ನಡ ದಿನಪತ್ರಿಕೆ [86, 7, 137, 18]
lokayukta-headline-line1: ಲೋಕಾಯುಕ್ತ : ಸೆ.26ರಂದು [81, 1352, 295, 1377]
meeting-photo [596, 1220, 940, 1424]
vanya-col2: ಛಾಯಾಚಿತ್ರಗಳೊಂದಿಗೆ ಸ್ಪರ್ಧಿಯ ಹೆಸರು, ಮೊಬೈಲ್ ನಂಬರ್, ಛಾಯಾಚಿತ್ರ ತೆಗೆದ ಸ್ಥಳವನ್ನು ಕಡ್ಡಾಯವಾಗಿ ನಮೂದಿಸಬೇಕು. ಉತ್ತಮ ಛಾಯಾಚಿತ್ರಗಳ ಆಯ್ಕೆಯಲ್ಲಿ ತೀರ್ಪುಗಾರರ ತೀರ್ಮಾನವೇ ಅಂತಿಮ. ಸ್ಪರ್ಧೆಯ ವಿಜೇತರಿಗೆ ಆಕರ್ಷಕ ಬಹುಮಾನ ಹಾಗೂ ಪ್ರಮಾಣ ಪತ್ರವನ್ನು ನೀಡಲಾಗುವುದು. ಆಯ್ಕೆಯಾದ ಛಾಯಾಚಿತ್ರಗಳನ್ನು ಸಾರ್ವಜನಿಕ ಪ್ರದರ್ಶನಕ್ಕಿಡಲಾಗುವುದು. ಹೆಚ್ಚಿನ ಮಾಹಿತಿಗಾಗಿ ಉಪ ವಲಯ ಅರಣ್ಯಾಧಿಕಾರಿ ಸುಮನ್(9019588155) ಹಾಗೂ ವಿಪಿನ್ ರಾಯ್(9901087984) ಅವರನ್ನು ಸಂಪರ್ಕಿಸಬಹುದು ಎಂದು ತುಮಕೂರು ವಿಭಾಗದ ಅರಣ್ಯ ಸಂರಕ್ಷಣಾಧಿಕಾರಿ ಅವರ ಪ್ರಕಟಣೆಯಲ್ಲಿ ತಿಳಿಸಿದ್ದಾರೆ. [190, 1127, 366, 1272]
bhasha-headline-line1: ಸೆ.29ರಂದು ಕಡ್ಡಾಯ ಕನ್ನಡ ಭಾಷಾ [8, 744, 268, 769]
adarsha-headline: ಆದರ್ಶ ವ್ಯಕ್ತಿ ಯಾಗಿ ಬದುಕಿ [651, 813, 881, 843]
college-col-right: ಕಾಲೇಜಿನ ಸವಿ ಬದುಕು ಕಟ್ಟಿಕೊಳ್ಳಲು ಬುನಾದಿಯಾಗಿದೆ. ಅದೇ ರೀತಿ ಹಿರಿಯ ಸುವಾಸನೆಯನ್ನು ಪ್ರಸರಿಸುವ ವಿದ್ಯಾರ್ಥಿಗಳು ನಮ್ಮ ಕಾಲೇಜಿನ ಹೆಮ್ಮೆ. ಉತ್ತಮ ವ್ಯಕ್ತಿತ್ವಗಳನ್ನು ರೂಪಿಸುವ ಸಂಸ್ಥೆಗಳಲ್ಲಿ ಇದು ಒಂದು ಎಂದು ಹೇಳಿದರು. ವೇದಿಕೆಯಲ್ಲಿ ಡಾಕ್ಟ್‌ ಮಂಜುನಾಥ್, ಪ್ರೊ.ಟಿ.ಗಂಗಾಧರಯ್ಯ, ಡಾ.ಬಿ.ಎನ್.ಶೈಲೇಶ್, ಅರ್. ಬಸವರಾಜಪ್ಪ, ಶ್ರೀಮತಿ ಮಧು, ಡಿ.ಹೆಚ್.ಕುಮಾರ್, ಸಿ.ಎಸ್.ಮೋಹನ್‌ಕುಮಾರ್, ಕೆ.ಟಿ.ರಮೇಶ್, ನಾಥ್, ಕೆ.ಚಿಕ್ಕರಾಮೂರ್ತಿ, ಕೆ.ಎಸ್. ಲಿಂಗದೇವರು, ಡಾಕ್ಟರ್ ಶೇಖರ್, ಕೆ.ಬಿ.ಚಂದ್ರ ಚೂಡ, ಕೆ.ಆರ್.ನಾಗರತ್ನ, ಕೆ.ಎಸ್.ಇಂದ್ರೇಶ್, ಡಾ.ಟಿ.ಎಸ್.ಶಿವಣ್ಣ, ದಿನೇಶ್.ಜಿ.ಎಂ, ರೇಣುಕಪ್ರಸಾದ್ ಮತ್ತಿತರರು ಉಪಸ್ಥಿತರಿದ್ದರು. [776, 541, 940, 699]
newspaper-logo: ಪ್ರಜಾ ಮನ [8, 5, 51, 19]
raitha-headline-line2: ಹೈನುಗಾರಿಕೆ ತರಬೇತಿ [420, 1165, 546, 1187]
